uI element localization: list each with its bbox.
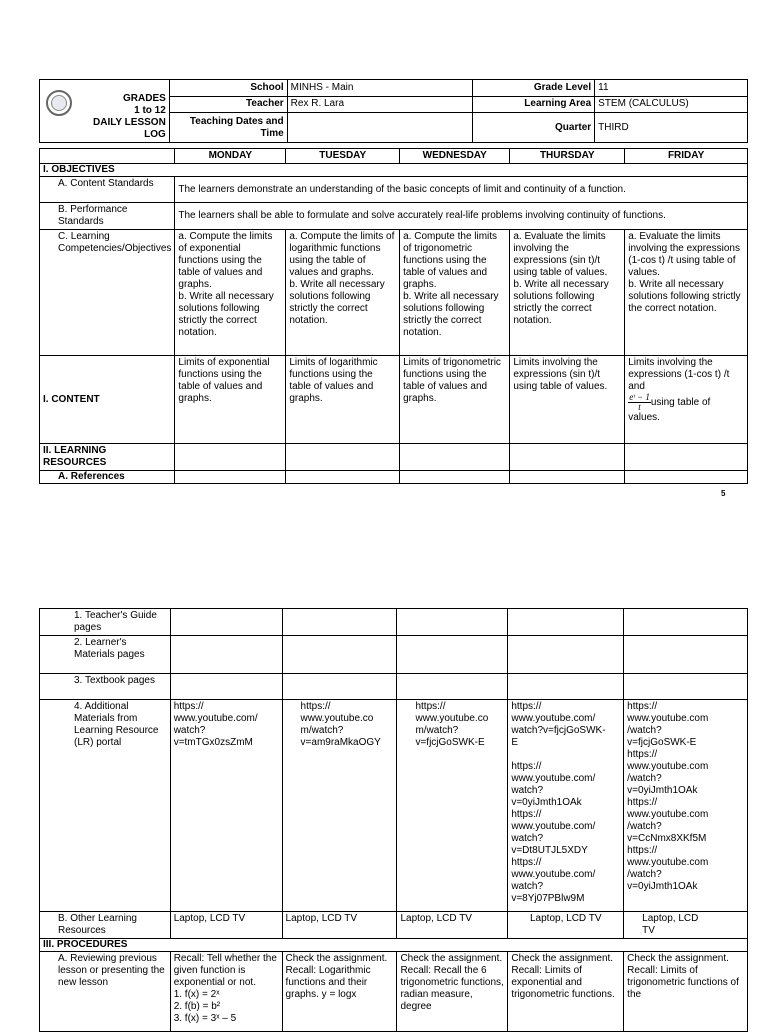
competencies-label: C. Learning Competencies/Objectives — [40, 230, 175, 356]
dates-value — [287, 113, 473, 143]
content-wednesday: Limits of trigonometric functions using the table of values and graphs. — [400, 356, 510, 444]
day-monday: MONDAY — [175, 149, 286, 164]
other-wednesday: Laptop, LCD TV — [397, 912, 508, 939]
other-resources-label: B. Other Learning Resources — [40, 912, 171, 939]
teacher-value: Rex R. Lara — [287, 96, 473, 113]
additional-wednesday[interactable]: https:// www.youtube.co m/watch? v=fjcjGoSWK-E — [397, 700, 508, 912]
additional-thursday[interactable]: https:// www.youtube.com/ watch?v=fjcjGoSWK- E https:// www.youtube.com/ watch? v=0yiJmth1OAk https:// www.youtube.com/ watch? v=Dt8UTJL5XDY https:// www.youtube.com/ watch? v=8Yj07PBlw9M — [508, 700, 624, 912]
school-label: School — [169, 80, 287, 97]
grade-level-value: 11 — [595, 80, 748, 97]
lesson-table-page1 — [39, 148, 748, 484]
other-thursday: Laptop, LCD TV — [508, 912, 624, 939]
other-tuesday: Laptop, LCD TV — [282, 912, 397, 939]
content-standards-text: The learners demonstrate an understanding of the basic concepts of limit and continuity of a function. — [175, 177, 748, 203]
content-monday: Limits of exponential functions using the table of values and graphs. — [175, 356, 286, 444]
competency-thursday: a. Evaluate the limits involving the expressions (sin t)/t using table of values. b. Write all necessary solutions following strictly the correct notation. — [510, 230, 625, 356]
day-thursday: THURSDAY — [510, 149, 625, 164]
reviewing-label: A. Reviewing previous lesson or presenting the new lesson — [40, 952, 171, 1032]
teacher-label: Teacher — [169, 96, 287, 113]
competency-monday: a. Compute the limits of exponential functions using the table of values and graphs. b. Write all necessary solutions following strictly the correct notation. — [175, 230, 286, 356]
teachers-guide-label: 1. Teacher's Guide pages — [40, 609, 171, 636]
other-monday: Laptop, LCD TV — [170, 912, 282, 939]
objectives-heading: I. OBJECTIVES — [40, 164, 748, 177]
performance-standards-text: The learners shall be able to formulate and solve accurately real-life problems involving continuity of functions. — [175, 203, 748, 230]
reviewing-thursday: Check the assignment. Recall: Limits of exponential and trigonometric functions. — [508, 952, 624, 1032]
content-friday: Limits involving the expressions (1-cos t) /t and $\frac{\text{eᵗ − 1}}{t}$ using table of values. — [625, 356, 748, 444]
additional-monday[interactable]: https:// www.youtube.com/ watch? v=tmTGx0zsZmM — [170, 700, 282, 912]
textbook-label: 3. Textbook pages — [40, 674, 171, 700]
reviewing-tuesday: Check the assignment. Recall: Logarithmic functions and their graphs. y = logx — [282, 952, 397, 1032]
learning-resources-heading: II. LEARNING RESOURCES — [40, 444, 175, 471]
competency-wednesday: a. Compute the limits of trigonometric functions using the table of values and graphs. b. Write all necessary solutions following strictly the correct notation. — [400, 230, 510, 356]
learning-area-value: STEM (CALCULUS) — [595, 96, 748, 113]
content-tuesday: Limits of logarithmic functions using the table of values and graphs. — [286, 356, 400, 444]
content-thursday: Limits involving the expressions (sin t)/t using table of values. — [510, 356, 625, 444]
day-friday: FRIDAY — [625, 149, 748, 164]
header-table — [39, 79, 748, 143]
additional-tuesday[interactable]: https:// www.youtube.co m/watch? v=am9raMkaOGY — [282, 700, 397, 912]
school-value: MINHS - Main — [287, 80, 473, 97]
performance-standards-label: B. Performance Standards — [40, 203, 175, 230]
procedures-heading: III. PROCEDURES — [40, 939, 748, 952]
references-label: A. References — [40, 471, 175, 484]
learning-area-label: Learning Area — [473, 96, 595, 113]
corner-cell — [40, 149, 175, 164]
day-tuesday: TUESDAY — [286, 149, 400, 164]
additional-materials-label: 4. Additional Materials from Learning Resource (LR) portal — [40, 700, 171, 912]
reviewing-friday: Check the assignment. Recall: Limits of trigonometric functions of the — [624, 952, 748, 1032]
competency-tuesday: a. Compute the limits of logarithmic functions using the table of values and graphs. b. Write all necessary solutions following strictly the correct notation. — [286, 230, 400, 356]
day-wednesday: WEDNESDAY — [400, 149, 510, 164]
content-label: I. CONTENT — [40, 356, 175, 444]
quarter-value: THIRD — [595, 113, 748, 143]
learners-materials-label: 2. Learner's Materials pages — [40, 636, 171, 674]
grade-level-label: Grade Level — [473, 80, 595, 97]
page-number: 5 — [721, 489, 726, 498]
exponential-fraction: $\frac{\text{eᵗ − 1}}{t}$ — [629, 392, 650, 412]
competency-friday: a. Evaluate the limits involving the expressions (1-cos t) /t using table of values. b. Write all necessary solutions following strictly the correct notation. — [625, 230, 748, 356]
additional-friday[interactable]: https:// www.youtube.com /watch? v=fjcjGoSWK-E https:// www.youtube.com /watch? v=0yiJmth1OAk https:// www.youtube.com /watch? v=CcNmx8XKf5M https:// www.youtube.com /watch? v=0yiJmth1OAk — [624, 700, 748, 912]
lesson-table-page2 — [39, 608, 748, 1032]
reviewing-wednesday: Check the assignment. Recall: Recall the 6 trigonometric functions, radian measure, degree — [397, 952, 508, 1032]
dates-label: Teaching Dates and Time — [169, 113, 287, 143]
reviewing-monday: Recall: Tell whether the given function is exponential or not. 1. f(x) = 2ˣ 2. f(b) = b² 3. f(x) = 3ˣ – 5 — [170, 952, 282, 1032]
quarter-label: Quarter — [473, 113, 595, 143]
content-standards-label: A. Content Standards — [40, 177, 175, 203]
other-friday: Laptop, LCD TV — [624, 912, 748, 939]
grades-title: GRADES 1 to 12 DAILY LESSON LOG — [40, 80, 170, 143]
